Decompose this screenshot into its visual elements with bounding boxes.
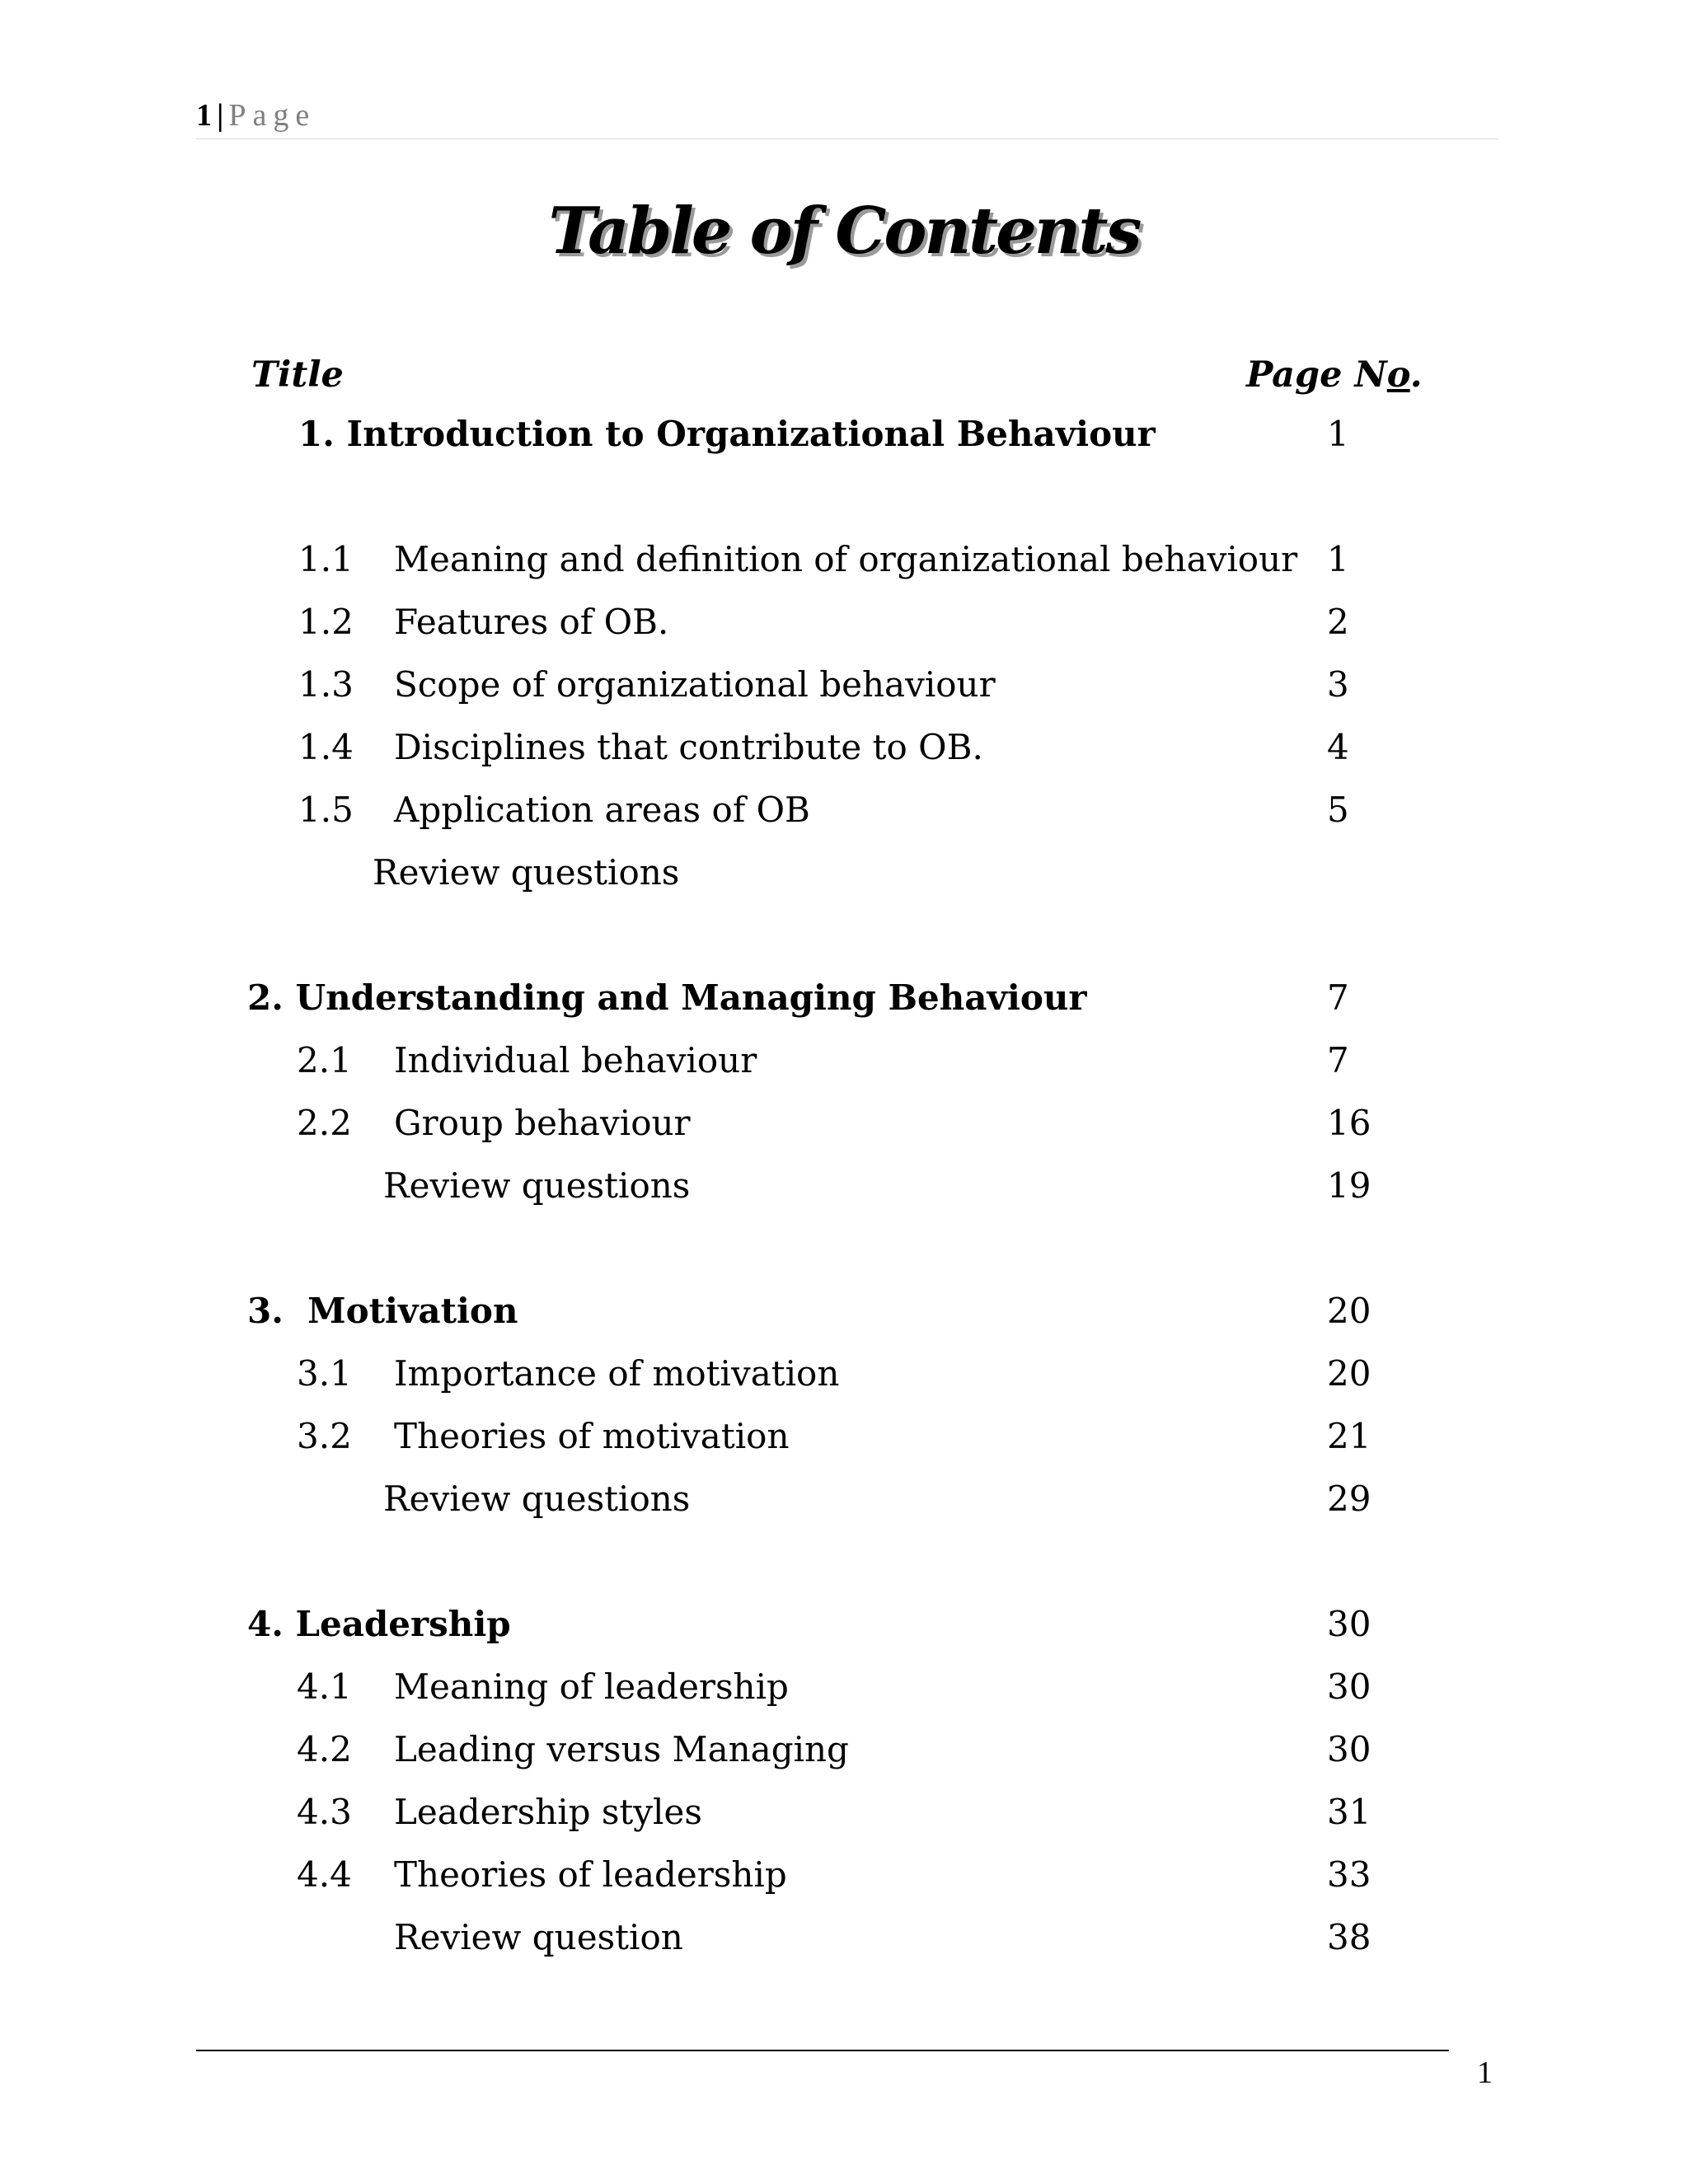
page-no-prefix: Page N (1246, 354, 1387, 396)
toc-item-num: 1.5 (298, 790, 354, 830)
toc-item-page: 31 (1327, 1792, 1372, 1832)
toc-item-page: 33 (1327, 1854, 1372, 1895)
toc-heading-4: 4. Leadership (247, 1604, 511, 1644)
toc-item-page: 7 (1327, 1040, 1349, 1080)
toc-item-page: 1 (1327, 539, 1349, 579)
header-page-number: 1 (196, 98, 212, 133)
toc-item-num: 2.1 (297, 1040, 352, 1080)
toc-item-num: 4.1 (297, 1666, 352, 1707)
toc-item-num: 2.2 (297, 1103, 352, 1143)
toc-item-num: 1.2 (298, 602, 354, 642)
toc-item-num: 1.3 (298, 664, 354, 705)
toc-item-label: Theories of leadership (394, 1854, 787, 1895)
toc-item-label: Features of OB. (394, 602, 669, 642)
toc-item-label: Theories of motivation (394, 1416, 790, 1456)
toc-page-heading-3: 20 (1327, 1291, 1372, 1331)
toc-heading-1: 1. Introduction to Organizational Behaviour (298, 414, 1156, 454)
toc-heading-2: 2. Understanding and Managing Behaviour (247, 977, 1087, 1018)
toc-page-heading-2: 7 (1327, 977, 1349, 1018)
toc-page-heading-4: 30 (1327, 1604, 1372, 1644)
page-no-o: o (1386, 354, 1410, 396)
toc-review-label: Review question (394, 1917, 683, 1957)
header-rule (196, 138, 1498, 139)
toc-item-page: 30 (1327, 1666, 1372, 1707)
header-page-word: Page (228, 98, 316, 133)
header-separator: | (217, 98, 224, 133)
toc-item-page: 16 (1327, 1103, 1372, 1143)
toc-item-page: 2 (1327, 602, 1349, 642)
toc-page-heading-1: 1 (1327, 414, 1349, 454)
toc-item-num: 1.1 (298, 539, 354, 579)
toc-review-page: 38 (1327, 1917, 1372, 1957)
toc-item-label: Importance of motivation (394, 1353, 840, 1394)
toc-item-num: 1.4 (298, 727, 354, 767)
toc-item-label: Meaning of leadership (394, 1666, 789, 1707)
toc-review-label: Review questions (383, 1479, 691, 1519)
toc-heading-3: 3. Motivation (247, 1291, 518, 1331)
toc-item-page: 21 (1327, 1416, 1372, 1456)
toc-item-page: 20 (1327, 1353, 1372, 1394)
toc-item-page: 3 (1327, 664, 1349, 705)
toc-review-page: 19 (1327, 1165, 1372, 1206)
toc-item-label: Leadership styles (394, 1792, 702, 1832)
toc-review-label: Review questions (373, 852, 680, 893)
toc-item-label: Disciplines that contribute to OB. (394, 727, 983, 767)
toc-item-num: 3.2 (297, 1416, 352, 1456)
footer-page-number: 1 (1477, 2055, 1493, 2090)
toc-item-page: 5 (1327, 790, 1349, 830)
column-header-title: Title (251, 354, 344, 396)
toc-item-label: Group behaviour (394, 1103, 691, 1143)
column-header-page-no (1246, 354, 1423, 396)
toc-item-num: 4.3 (297, 1792, 352, 1832)
toc-item-page: 30 (1327, 1729, 1372, 1769)
toc-review-page: 29 (1327, 1479, 1372, 1519)
toc-item-num: 3.1 (297, 1353, 352, 1394)
document-title: Table of Contents (548, 194, 1140, 269)
toc-item-label: Leading versus Managing (394, 1729, 849, 1769)
footer-rule (196, 2050, 1449, 2051)
toc-item-page: 4 (1327, 727, 1349, 767)
toc-item-num: 4.4 (297, 1854, 352, 1895)
page-header (196, 97, 316, 134)
toc-item-label: Application areas of OB (394, 790, 810, 830)
page-no-suffix: . (1409, 354, 1423, 396)
toc-item-label: Individual behaviour (394, 1040, 757, 1080)
toc-review-label: Review questions (383, 1165, 691, 1206)
toc-item-label: Scope of organizational behaviour (394, 664, 996, 705)
toc-item-num: 4.2 (297, 1729, 352, 1769)
toc-item-label: Meaning and definition of organizational behaviour (394, 539, 1298, 579)
